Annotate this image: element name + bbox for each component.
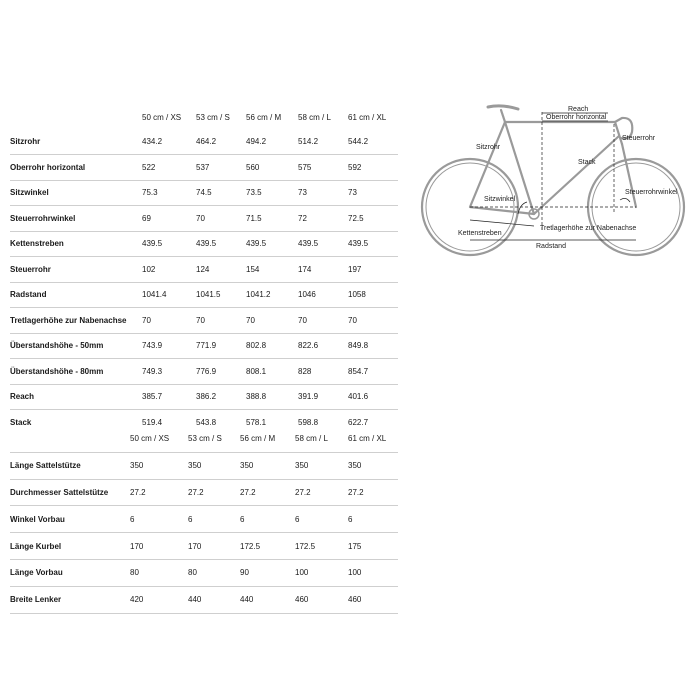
head-angle-arc — [620, 198, 630, 202]
seatpost-line — [501, 110, 505, 122]
table-cell: 439.5 — [196, 231, 246, 257]
table-cell: 849.8 — [348, 333, 398, 359]
table-cell: 6 — [188, 506, 240, 533]
table-cell: 1046 — [298, 282, 348, 308]
table-cell: 439.5 — [348, 231, 398, 257]
row-label: Kettenstreben — [10, 231, 142, 257]
label-head-tube: Steuerrohr — [622, 135, 656, 142]
table-cell: 124 — [196, 257, 246, 283]
table-cell: 73 — [348, 180, 398, 206]
table-cell: 170 — [188, 533, 240, 560]
table-row — [10, 206, 398, 232]
table-row — [10, 559, 398, 586]
label-reach: Reach — [568, 106, 589, 113]
table-cell: 172.5 — [240, 533, 295, 560]
table-cell: 543.8 — [196, 417, 217, 427]
table-cell: 828 — [298, 359, 348, 385]
table-cell: 154 — [246, 257, 298, 283]
table-cell: 197 — [348, 257, 398, 283]
table-cell: 6 — [295, 506, 348, 533]
label-bb-drop: Tretlagerhöhe zur Nabenachse — [540, 225, 637, 232]
table-cell: 70 — [196, 206, 246, 232]
table-cell: 776.9 — [196, 359, 246, 385]
table-cell: 386.2 — [196, 384, 246, 410]
table-row — [10, 333, 398, 359]
table-cell: 743.9 — [142, 333, 196, 359]
table-cell: 440 — [240, 586, 295, 613]
table-cell: 439.5 — [142, 231, 196, 257]
table-cell: 385.7 — [142, 384, 196, 410]
dimension-lines — [470, 112, 636, 240]
table-cell: 522 — [142, 155, 196, 181]
table-cell: 771.9 — [196, 333, 246, 359]
row-label: Tretlagerhöhe zur Nabenachse — [10, 308, 142, 334]
table-cell: 71.5 — [246, 206, 298, 232]
table-cell: 174 — [298, 257, 348, 283]
table-row — [10, 282, 398, 308]
table-cell: 578.1 — [246, 417, 267, 427]
table-cell: 802.8 — [246, 333, 298, 359]
table-cell: 27.2 — [188, 479, 240, 506]
table-cell: 401.6 — [348, 384, 398, 410]
table-cell: 80 — [130, 559, 188, 586]
table-cell: 514.2 — [298, 130, 348, 155]
table-cell: 172.5 — [295, 533, 348, 560]
column-header: 50 cm / XS — [142, 112, 182, 122]
table-cell: 464.2 — [196, 130, 246, 155]
saddle-icon — [488, 106, 518, 109]
table-cell: 75.3 — [142, 180, 196, 206]
table-row — [10, 130, 398, 155]
row-label: Radstand — [10, 282, 142, 308]
table-row — [10, 384, 398, 410]
label-top-tube: Oberrohr horizontal — [546, 114, 607, 121]
table-cell: 1041.2 — [246, 282, 298, 308]
table-cell: 175 — [348, 533, 398, 560]
row-label: Breite Lenker — [10, 586, 130, 613]
table-cell: 822.6 — [298, 333, 348, 359]
table-cell: 27.2 — [130, 479, 188, 506]
column-header: 53 cm / S — [196, 112, 230, 122]
header-empty-cell — [10, 426, 130, 452]
table-cell: 100 — [295, 559, 348, 586]
row-label: Überstandshöhe - 50mm — [10, 333, 142, 359]
table-cell: 27.2 — [348, 479, 398, 506]
column-header: 50 cm / XS — [130, 426, 188, 452]
table-cell: 1041.5 — [196, 282, 246, 308]
table-row — [10, 506, 398, 533]
table-cell: 560 — [246, 155, 298, 181]
table-cell: 575 — [298, 155, 348, 181]
table-cell: 102 — [142, 257, 196, 283]
label-wheelbase: Radstand — [536, 243, 566, 250]
row-label: Durchmesser Sattelstütze — [10, 479, 130, 506]
table-cell: 350 — [348, 452, 398, 479]
header-empty-cell — [10, 105, 142, 130]
label-seat-tube: Sitzrohr — [476, 144, 501, 151]
column-header: 58 cm / L — [298, 112, 331, 122]
bike-geometry-diagram — [410, 92, 695, 272]
label-stack: Stack — [578, 159, 596, 166]
row-label: Steuerrohr — [10, 257, 142, 283]
table-cell: 1041.4 — [142, 282, 196, 308]
table-cell: 100 — [348, 559, 398, 586]
table-cell: 72 — [298, 206, 348, 232]
table-cell: 808.1 — [246, 359, 298, 385]
table-cell: 537 — [196, 155, 246, 181]
table-cell: 494.2 — [246, 130, 298, 155]
label-chainstay: Kettenstreben — [458, 230, 502, 237]
table-cell: 350 — [130, 452, 188, 479]
table-cell: 592 — [348, 155, 398, 181]
table-cell: 6 — [348, 506, 398, 533]
table-cell: 80 — [188, 559, 240, 586]
column-header: 56 cm / M — [246, 112, 282, 122]
table-row — [10, 479, 398, 506]
table-cell: 70 — [298, 308, 348, 334]
components-header-row — [10, 426, 398, 452]
row-label: Länge Kurbel — [10, 533, 130, 560]
label-head-angle: Steuerrohrwinkel — [625, 189, 678, 196]
table-row — [10, 586, 398, 613]
table-cell: 90 — [240, 559, 295, 586]
row-label: Sitzwinkel — [10, 180, 142, 206]
table-cell: 70 — [142, 308, 196, 334]
table-cell: 350 — [295, 452, 348, 479]
table-cell: 749.3 — [142, 359, 196, 385]
row-label: Stack — [10, 417, 32, 427]
table-cell: 439.5 — [246, 231, 298, 257]
chainstay-line — [470, 220, 534, 226]
table-cell: 73.5 — [246, 180, 298, 206]
fork-line — [622, 144, 636, 207]
table-cell: 439.5 — [298, 231, 348, 257]
row-label: Länge Sattelstütze — [10, 452, 130, 479]
table-cell: 519.4 — [142, 417, 163, 427]
table-cell: 70 — [348, 308, 398, 334]
components-table — [10, 426, 398, 614]
table-cell: 1058 — [348, 282, 398, 308]
table-row — [10, 155, 398, 181]
table-row — [10, 533, 398, 560]
table-row — [10, 359, 398, 385]
table-cell: 72.5 — [348, 206, 398, 232]
table-cell: 6 — [130, 506, 188, 533]
table-cell: 622.7 — [348, 417, 369, 427]
geometry-header-row — [10, 105, 398, 130]
table-cell: 388.8 — [246, 384, 298, 410]
row-label: Reach — [10, 384, 142, 410]
table-cell: 391.9 — [298, 384, 348, 410]
table-cell: 350 — [240, 452, 295, 479]
table-row — [10, 257, 398, 283]
label-seat-angle: Sitzwinkel — [484, 196, 516, 203]
row-label: Winkel Vorbau — [10, 506, 130, 533]
table-cell: 27.2 — [295, 479, 348, 506]
column-header: 53 cm / S — [188, 426, 240, 452]
column-header: 58 cm / L — [295, 426, 348, 452]
table-cell: 70 — [246, 308, 298, 334]
table-row — [10, 308, 398, 334]
row-label: Sitzrohr — [10, 130, 142, 155]
head-tube-line — [615, 122, 622, 144]
row-label: Steuerrohrwinkel — [10, 206, 142, 232]
table-cell: 6 — [240, 506, 295, 533]
table-row — [10, 180, 398, 206]
table-cell: 440 — [188, 586, 240, 613]
row-label: Überstandshöhe - 80mm — [10, 359, 142, 385]
table-cell: 27.2 — [240, 479, 295, 506]
column-header: 61 cm / XL — [348, 426, 398, 452]
table-row — [10, 231, 398, 257]
table-cell: 544.2 — [348, 130, 398, 155]
geometry-table — [10, 105, 398, 435]
table-cell: 460 — [348, 586, 398, 613]
row-label: Länge Vorbau — [10, 559, 130, 586]
table-cell: 73 — [298, 180, 348, 206]
table-cell: 74.5 — [196, 180, 246, 206]
table-cell: 69 — [142, 206, 196, 232]
table-row — [10, 452, 398, 479]
table-cell: 460 — [295, 586, 348, 613]
table-cell: 420 — [130, 586, 188, 613]
table-cell: 70 — [196, 308, 246, 334]
table-cell: 598.8 — [298, 417, 319, 427]
row-label: Oberrohr horizontal — [10, 155, 142, 181]
table-cell: 854.7 — [348, 359, 398, 385]
table-cell: 350 — [188, 452, 240, 479]
table-cell: 434.2 — [142, 130, 196, 155]
table-cell: 170 — [130, 533, 188, 560]
column-header: 56 cm / M — [240, 426, 295, 452]
column-header: 61 cm / XL — [348, 112, 387, 122]
